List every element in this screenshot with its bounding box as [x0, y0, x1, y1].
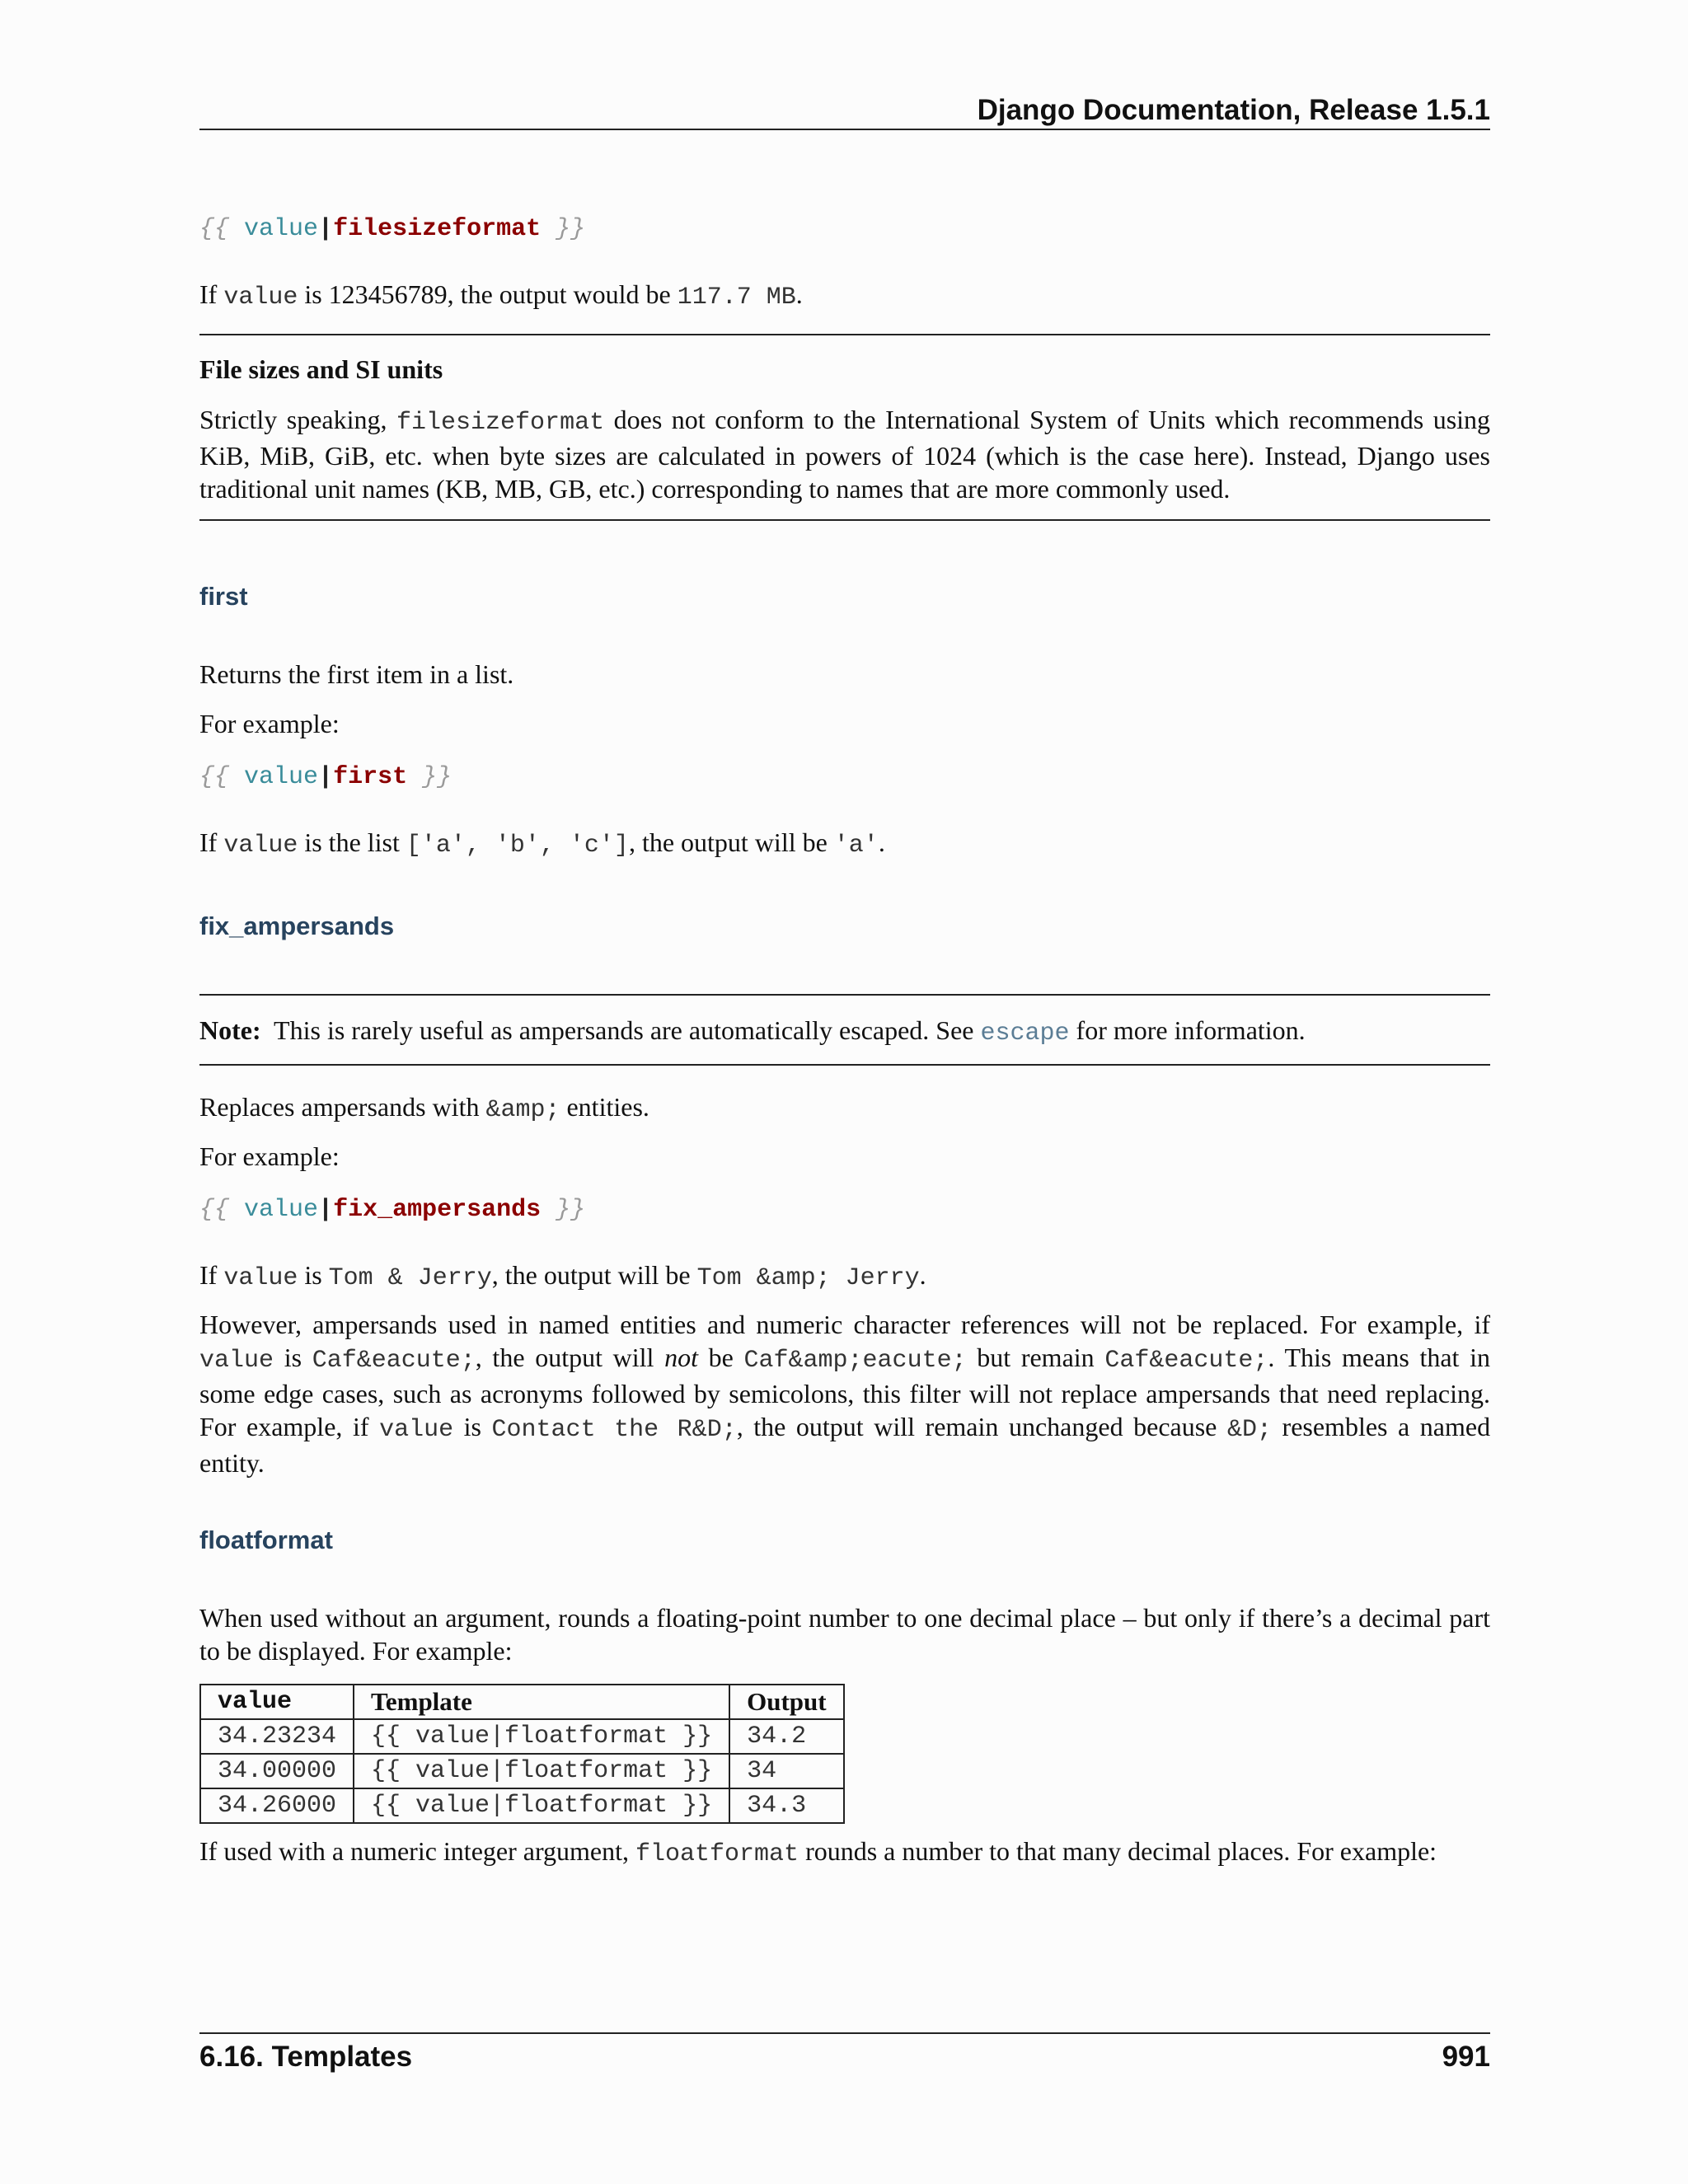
code-example-first: {{ value|first }}: [199, 763, 452, 791]
table-header-cell: Output: [729, 1685, 843, 1719]
footer-section: 6.16. Templates: [199, 2041, 413, 2073]
escape-link[interactable]: escape: [980, 1019, 1070, 1047]
si-note-body: Strictly speaking, filesizeformat does not conform to the International System of Units which recommends using KiB, MiB, GiB, etc. when byte sizes are calculated in powers of 1024 (which is the case here). Instead, Django uses traditional unit names (KB, MB, GB, etc.) corresponding to names that are more commonly used.: [199, 405, 1491, 504]
fix-ampersands-note: Note: This is rarely useful as ampersands are automatically escaped. See escape for more information.: [199, 1015, 1306, 1047]
first-description: Returns the first item in a list.: [199, 659, 514, 689]
table-header-row: [200, 1685, 844, 1719]
fix-ampersands-explanation: However, ampersands used in named entities and numeric character references will not be replaced. For example, if value is Caf&eacute;, the output will not be Caf&amp;eacute; but remain Caf&eacute;. This means that in some edge cases, such as acronyms followed by semicolons, this filter will not replace ampersands that need replacing. For example, if value is Contact the R&D;, the output will remain unchanged because &D; resembles a named entity.: [199, 1310, 1491, 1478]
note-top-rule: [199, 994, 1490, 996]
code-example-filesizeformat: {{ value|filesizeformat }}: [199, 215, 586, 243]
table-cell: 34.23234: [200, 1719, 354, 1754]
section-heading-fix-ampersands: fix_ampersands: [199, 912, 395, 940]
table-header-cell: value: [200, 1685, 354, 1719]
section-heading-floatformat: floatformat: [199, 1526, 333, 1554]
table-row: [200, 1788, 844, 1823]
document-page: [199, 0, 1490, 2184]
running-header: Django Documentation, Release 1.5.1: [199, 92, 1490, 130]
fix-ampersands-example-text: If value is Tom & Jerry, the output will be Tom &amp; Jerry.: [199, 1260, 926, 1292]
table-header-cell: Template: [354, 1685, 729, 1719]
table-cell: {{ value|floatformat }}: [354, 1754, 729, 1788]
section-heading-first: first: [199, 582, 248, 611]
note-bottom-rule: [199, 1064, 1490, 1066]
si-note-title: File sizes and SI units: [199, 354, 443, 384]
code-example-fix-ampersands: {{ value|fix_ampersands }}: [199, 1196, 586, 1224]
floatformat-after-table: If used with a numeric integer argument, floatformat rounds a number to that many decimal places. For example:: [199, 1836, 1437, 1868]
fix-ampersands-for-example: For example:: [199, 1141, 340, 1171]
fix-ampersands-description: Replaces ampersands with &amp; entities.: [199, 1092, 649, 1124]
note-bottom-rule: [199, 519, 1490, 521]
table-cell: 34.2: [729, 1719, 843, 1754]
table-cell: {{ value|floatformat }}: [354, 1719, 729, 1754]
table-cell: {{ value|floatformat }}: [354, 1788, 729, 1823]
filesizeformat-example-text: If value is 123456789, the output would be 117.7 MB.: [199, 279, 803, 312]
floatformat-table: [199, 1684, 845, 1824]
table-row: [200, 1754, 844, 1788]
first-example-text: If value is the list ['a', 'b', 'c'], the output will be 'a'.: [199, 827, 885, 860]
page-number: 991: [1442, 2041, 1490, 2073]
table-cell: 34.26000: [200, 1788, 354, 1823]
first-for-example: For example:: [199, 709, 340, 738]
table-row: [200, 1719, 844, 1754]
table-cell: 34: [729, 1754, 843, 1788]
running-footer: [199, 2032, 1490, 2074]
table-cell: 34.3: [729, 1788, 843, 1823]
table-cell: 34.00000: [200, 1754, 354, 1788]
floatformat-description: When used without an argument, rounds a floating-point number to one decimal place – but only if there’s a decimal part to be displayed. For example:: [199, 1603, 1490, 1666]
note-top-rule: [199, 334, 1490, 335]
